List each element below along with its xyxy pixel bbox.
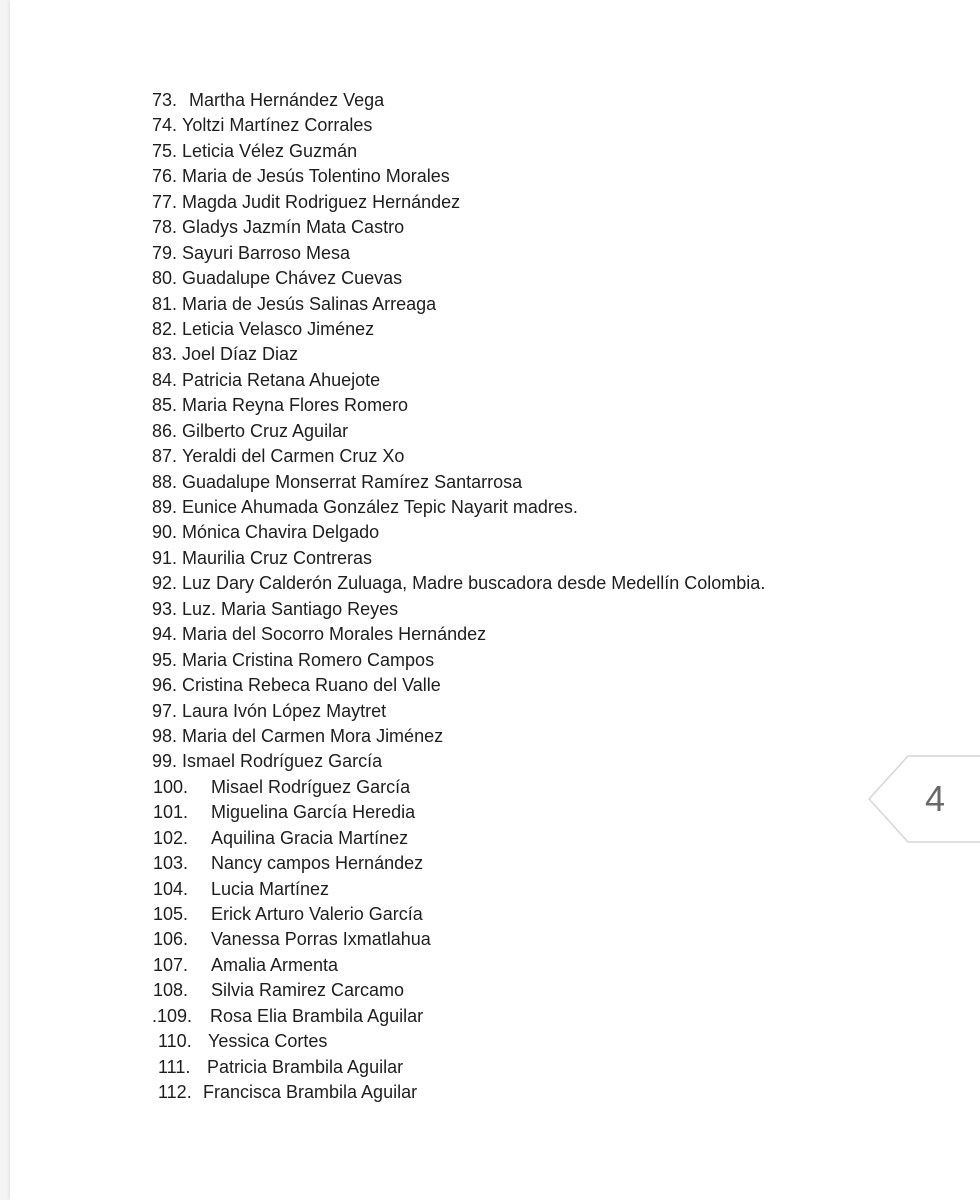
- item-number: 73.: [152, 90, 178, 110]
- item-number: .109.: [152, 1005, 193, 1026]
- item-name: Guadalupe Monserrat Ramírez Santarrosa: [182, 471, 523, 492]
- item-name: Eunice Ahumada González Tepic Nayarit madres.: [182, 497, 578, 517]
- item-name: Misael Rodríguez García: [211, 776, 411, 797]
- item-number: 112.: [158, 1082, 192, 1103]
- item-number: 108.: [153, 980, 189, 1001]
- item-name: Luz Dary Calderón Zuluaga, Madre buscadora desde Medellín Colombia.: [182, 573, 766, 594]
- document-page: [10, 0, 980, 1200]
- item-number: 93.: [152, 598, 178, 619]
- item-number: 111.: [158, 1056, 191, 1077]
- item-name: Erick Arturo Valerio García: [211, 904, 423, 924]
- item-number: 90.: [152, 522, 178, 543]
- item-number: 92.: [152, 573, 178, 594]
- item-name: Maria Cristina Romero Campos: [182, 649, 435, 670]
- item-name: Magda Judit Rodriguez Hernández: [182, 191, 461, 212]
- item-name: Lucia Martínez: [211, 878, 330, 899]
- item-name: Francisca Brambila Aguilar: [203, 1082, 418, 1103]
- item-name: Guadalupe Chávez Cuevas: [182, 268, 403, 289]
- item-number: 106.: [153, 929, 189, 950]
- item-number: 75.: [152, 140, 178, 161]
- item-number: 89.: [152, 497, 178, 517]
- item-number: 76.: [152, 166, 178, 187]
- item-name: Maria de Jesús Tolentino Morales: [182, 166, 450, 187]
- item-number: 94.: [152, 624, 178, 645]
- page-number-tab: [868, 755, 980, 843]
- item-number: 100.: [153, 776, 189, 797]
- item-name: Nancy campos Hernández: [211, 853, 424, 874]
- item-name: Luz. Maria Santiago Reyes: [182, 598, 399, 619]
- item-name: Yoltzi Martínez Corrales: [182, 115, 373, 136]
- item-number: 104.: [153, 878, 189, 899]
- item-name: Sayuri Barroso Mesa: [182, 242, 351, 263]
- item-name: Mónica Chavira Delgado: [182, 522, 380, 543]
- item-name: Patricia Brambila Aguilar: [207, 1056, 404, 1077]
- item-name: Ismael Rodríguez García: [182, 751, 383, 772]
- item-number: 101.: [153, 802, 189, 823]
- item-name: Maurilia Cruz Contreras: [182, 547, 373, 568]
- item-name: Maria de Jesús Salinas Arreaga: [182, 293, 437, 314]
- item-name: Miguelina García Heredia: [211, 802, 416, 823]
- item-number: 95.: [152, 649, 178, 670]
- item-name: Gilberto Cruz Aguilar: [182, 420, 349, 441]
- item-name: Aquilina Gracia Martínez: [211, 827, 409, 848]
- item-name: Maria del Carmen Mora Jiménez: [182, 725, 444, 746]
- page-number: 4: [924, 778, 946, 819]
- item-name: Maria del Socorro Morales Hernández: [182, 624, 487, 645]
- item-name: Silvia Ramirez Carcamo: [211, 980, 405, 1001]
- item-number: 110.: [158, 1031, 192, 1052]
- item-number: 87.: [152, 446, 178, 467]
- item-number: 103.: [153, 853, 189, 874]
- item-number: 85.: [152, 395, 178, 416]
- item-number: 97.: [152, 700, 178, 721]
- item-name: Cristina Rebeca Ruano del Valle: [182, 675, 441, 696]
- item-name: Amalia Armenta: [211, 954, 339, 975]
- item-name: Laura Ivón López Maytret: [182, 700, 387, 721]
- item-number: 74.: [152, 115, 178, 136]
- item-name: Rosa Elia Brambila Aguilar: [210, 1005, 424, 1026]
- item-number: 83.: [152, 344, 178, 365]
- item-number: 86.: [152, 420, 178, 441]
- item-name: Patricia Retana Ahuejote: [182, 369, 381, 390]
- item-name: Leticia Velasco Jiménez: [182, 318, 375, 339]
- item-number: 79.: [152, 242, 178, 263]
- item-name: Leticia Vélez Guzmán: [182, 140, 358, 161]
- item-number: 107.: [153, 954, 189, 975]
- item-name: Joel Díaz Diaz: [182, 344, 299, 365]
- item-number: 91.: [152, 547, 178, 568]
- item-number: 99.: [152, 751, 178, 772]
- item-number: 102.: [153, 827, 189, 848]
- item-name: Yeraldi del Carmen Cruz Xo: [182, 446, 405, 467]
- item-number: 96.: [152, 675, 178, 696]
- item-name: Martha Hernández Vega: [189, 90, 385, 110]
- item-number: 88.: [152, 471, 178, 492]
- item-name: Gladys Jazmín Mata Castro: [182, 217, 405, 238]
- item-name: Vanessa Porras Ixmatlahua: [211, 929, 431, 950]
- item-number: 82.: [152, 318, 178, 339]
- item-number: 78.: [152, 217, 178, 238]
- item-number: 98.: [152, 725, 178, 746]
- item-number: 77.: [152, 191, 178, 212]
- item-name: Maria Reyna Flores Romero: [182, 395, 409, 416]
- item-name: Yessica Cortes: [208, 1031, 328, 1052]
- item-number: 80.: [152, 268, 178, 289]
- item-number: 84.: [152, 369, 178, 390]
- item-number: 105.: [153, 904, 189, 924]
- item-number: 81.: [152, 293, 178, 314]
